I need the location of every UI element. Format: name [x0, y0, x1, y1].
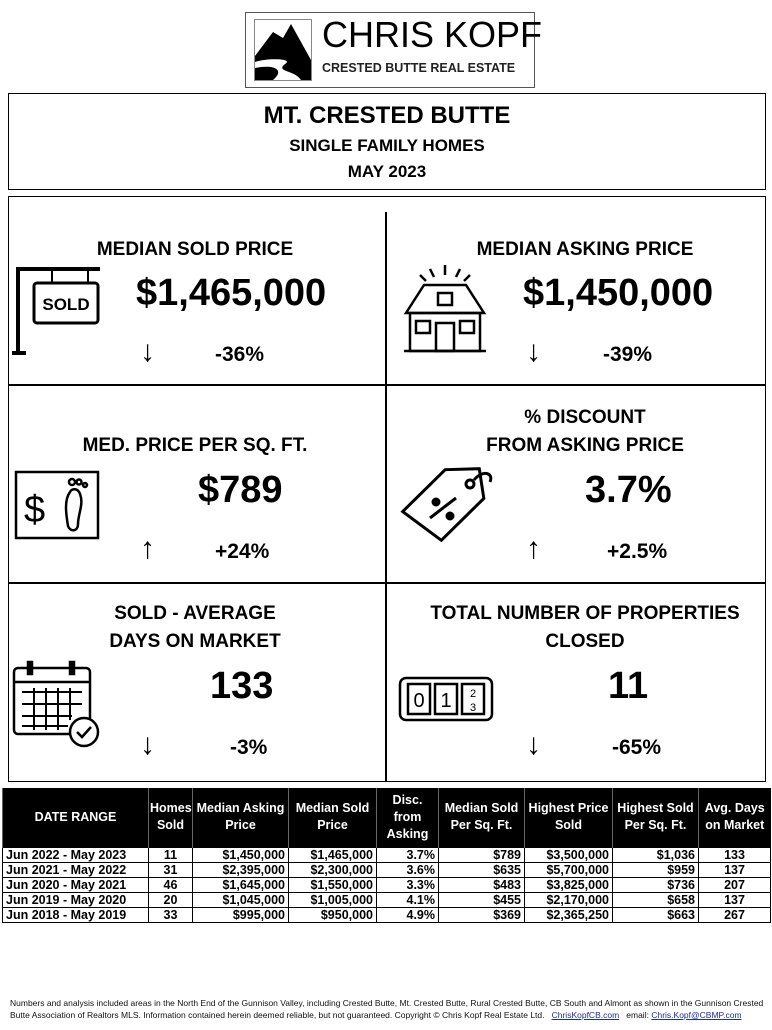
table-cell: $950,000 — [289, 907, 377, 922]
table-cell: $455 — [439, 892, 525, 907]
stat-label: MEDIAN SOLD PRICE — [96, 239, 294, 260]
table-row — [3, 847, 771, 862]
column-header-text: Per Sq. Ft. — [450, 818, 513, 833]
table-cell: $663 — [613, 907, 699, 922]
divider — [385, 212, 387, 782]
column-header-text: Sold — [554, 818, 583, 833]
stat-change: +24% — [215, 540, 270, 563]
svg-text:0: 0 — [413, 690, 425, 712]
stat-label-line2: DAYS ON MARKET — [109, 631, 281, 652]
table-cell: 267 — [699, 907, 771, 922]
table-cell: $2,300,000 — [289, 862, 377, 877]
arrow-up-icon: ↑ — [140, 532, 155, 565]
table-cell: 33 — [149, 907, 193, 922]
stat-value: $789 — [198, 469, 283, 511]
table-cell: $3,500,000 — [525, 847, 613, 862]
table-cell: $789 — [439, 847, 525, 862]
column-header — [439, 788, 525, 847]
column-header-text: Asking — [386, 826, 429, 841]
arrow-up-icon: ↑ — [526, 532, 541, 565]
column-header-text: Highest Sold — [617, 801, 694, 816]
table-cell: 20 — [149, 892, 193, 907]
table-cell: $1,645,000 — [193, 877, 289, 892]
arrow-down-icon: ↓ — [140, 728, 155, 761]
column-header — [699, 788, 771, 847]
stat-value: 3.7% — [585, 469, 672, 511]
stat-change: +2.5% — [607, 540, 668, 563]
table-cell: $1,045,000 — [193, 892, 289, 907]
column-header-text: Homes — [150, 801, 192, 816]
table-cell: 3.3% — [377, 877, 439, 892]
table-cell: $959 — [613, 862, 699, 877]
column-header — [3, 788, 149, 847]
footer-text: Numbers and analysis included areas in the North End of the Gunnison Valley, including Crested Butte, Mt. Crested Butte, Rural Crested Butte, CB South and Almont as shown in the Gunnison Crested Butte Association of Realtors MLS. Information contained herein deemed reliable, but not guaranteed. Copyright © Chris Kopf Real Estate Ltd. — [10, 998, 764, 1020]
table-cell: Jun 2018 - May 2019 — [3, 907, 149, 922]
page-subtitle: SINGLE FAMILY HOMES — [289, 136, 485, 155]
column-header-text: Median Asking — [196, 801, 285, 816]
logo-name: CHRIS KOPF — [322, 14, 543, 55]
arrow-down-icon: ↓ — [526, 728, 541, 761]
table-cell: $2,365,250 — [525, 907, 613, 922]
stat-change: -3% — [230, 736, 268, 759]
column-header — [525, 788, 613, 847]
sold-sign-icon — [12, 265, 102, 362]
column-header — [193, 788, 289, 847]
table-cell: $1,450,000 — [193, 847, 289, 862]
table-cell: $635 — [439, 862, 525, 877]
discount-tag-icon — [398, 462, 498, 547]
dollar-footprint-icon — [14, 470, 100, 545]
table-cell: $1,465,000 — [289, 847, 377, 862]
table-cell: Jun 2021 - May 2022 — [3, 862, 149, 877]
table-cell: 207 — [699, 877, 771, 892]
stat-label-line2: CLOSED — [545, 631, 625, 652]
column-header-text: Median Sold — [295, 801, 370, 816]
column-header — [289, 788, 377, 847]
stat-value: 133 — [210, 665, 274, 707]
table-cell: $1,036 — [613, 847, 699, 862]
table-cell: 3.7% — [377, 847, 439, 862]
table-row — [3, 862, 771, 877]
stat-label-line1: % DISCOUNT — [524, 407, 646, 428]
email-link[interactable]: Chris.Kopf@CBMP.com — [651, 1010, 742, 1020]
column-header — [613, 788, 699, 847]
column-header-text: Median Sold — [444, 801, 519, 816]
table-cell: $369 — [439, 907, 525, 922]
stat-value: $1,465,000 — [136, 272, 327, 314]
table-cell: $483 — [439, 877, 525, 892]
logo — [245, 12, 543, 88]
stat-label-line1: SOLD - AVERAGE — [114, 603, 276, 624]
table-cell: Jun 2019 - May 2020 — [3, 892, 149, 907]
calendar-check-icon — [12, 660, 102, 755]
column-header-text: Per Sq. Ft. — [624, 818, 687, 833]
table-row — [3, 892, 771, 907]
stat-label: MEDIAN ASKING PRICE — [476, 239, 694, 260]
table-cell: $2,395,000 — [193, 862, 289, 877]
report-period: MAY 2023 — [347, 162, 427, 181]
table-cell: 31 — [149, 862, 193, 877]
table-row — [3, 907, 771, 922]
stat-change: -65% — [612, 736, 662, 759]
table-cell: $3,825,000 — [525, 877, 613, 892]
table-cell: $5,700,000 — [525, 862, 613, 877]
column-header-text: Price — [225, 818, 256, 833]
column-header — [149, 788, 193, 847]
stat-label-line1: TOTAL NUMBER OF PROPERTIES — [430, 603, 740, 624]
svg-text:$: $ — [24, 489, 46, 531]
table-row — [3, 877, 771, 892]
column-header-text: Avg. Days — [704, 801, 765, 816]
table-cell: 4.9% — [377, 907, 439, 922]
table-cell: 137 — [699, 892, 771, 907]
house-icon — [400, 265, 490, 362]
table-cell: $736 — [613, 877, 699, 892]
stat-value: 11 — [608, 665, 649, 707]
table-cell: 3.6% — [377, 862, 439, 877]
stat-change: -39% — [603, 343, 653, 366]
table-cell: 133 — [699, 847, 771, 862]
column-header-text: Price — [317, 818, 348, 833]
arrow-down-icon: ↓ — [140, 335, 155, 368]
table-cell: $995,000 — [193, 907, 289, 922]
table-cell: $1,005,000 — [289, 892, 377, 907]
table-cell: 11 — [149, 847, 193, 862]
column-header-text: Disc. from — [392, 792, 423, 824]
table-header-row — [3, 788, 771, 847]
divider — [8, 384, 766, 386]
column-header — [377, 788, 439, 847]
table-cell: Jun 2022 - May 2023 — [3, 847, 149, 862]
table-cell: $658 — [613, 892, 699, 907]
title-box — [8, 93, 766, 190]
table-cell: 4.1% — [377, 892, 439, 907]
counter-icon — [398, 676, 494, 727]
table-cell: 137 — [699, 862, 771, 877]
svg-text:1: 1 — [440, 690, 452, 712]
page-title: MT. CRESTED BUTTE — [263, 102, 511, 129]
svg-text:2: 2 — [469, 688, 477, 700]
stat-label: MED. PRICE PER SQ. FT. — [82, 435, 308, 456]
stat-label-line2: FROM ASKING PRICE — [486, 435, 684, 456]
svg-text:SOLD: SOLD — [42, 295, 90, 314]
column-header-text: on Market — [705, 818, 765, 833]
stat-change: -36% — [215, 343, 265, 366]
website-link[interactable]: ChrisKopfCB.com — [551, 1010, 620, 1020]
email-label: email: — [626, 1010, 649, 1020]
divider — [8, 582, 766, 584]
logo-tagline: CRESTED BUTTE REAL ESTATE — [322, 61, 516, 75]
table-cell: $1,550,000 — [289, 877, 377, 892]
column-header-text: Sold — [156, 818, 185, 833]
svg-text:3: 3 — [469, 702, 477, 714]
history-table — [2, 788, 771, 923]
mountain-logo-icon — [254, 19, 312, 81]
table-cell: 46 — [149, 877, 193, 892]
column-header-text: DATE RANGE — [34, 809, 117, 824]
stat-value: $1,450,000 — [523, 272, 714, 314]
table-cell: $2,170,000 — [525, 892, 613, 907]
table-cell: Jun 2020 - May 2021 — [3, 877, 149, 892]
footer-disclaimer — [10, 997, 770, 1021]
column-header-text: Highest Price — [528, 801, 609, 816]
arrow-down-icon: ↓ — [526, 335, 541, 368]
